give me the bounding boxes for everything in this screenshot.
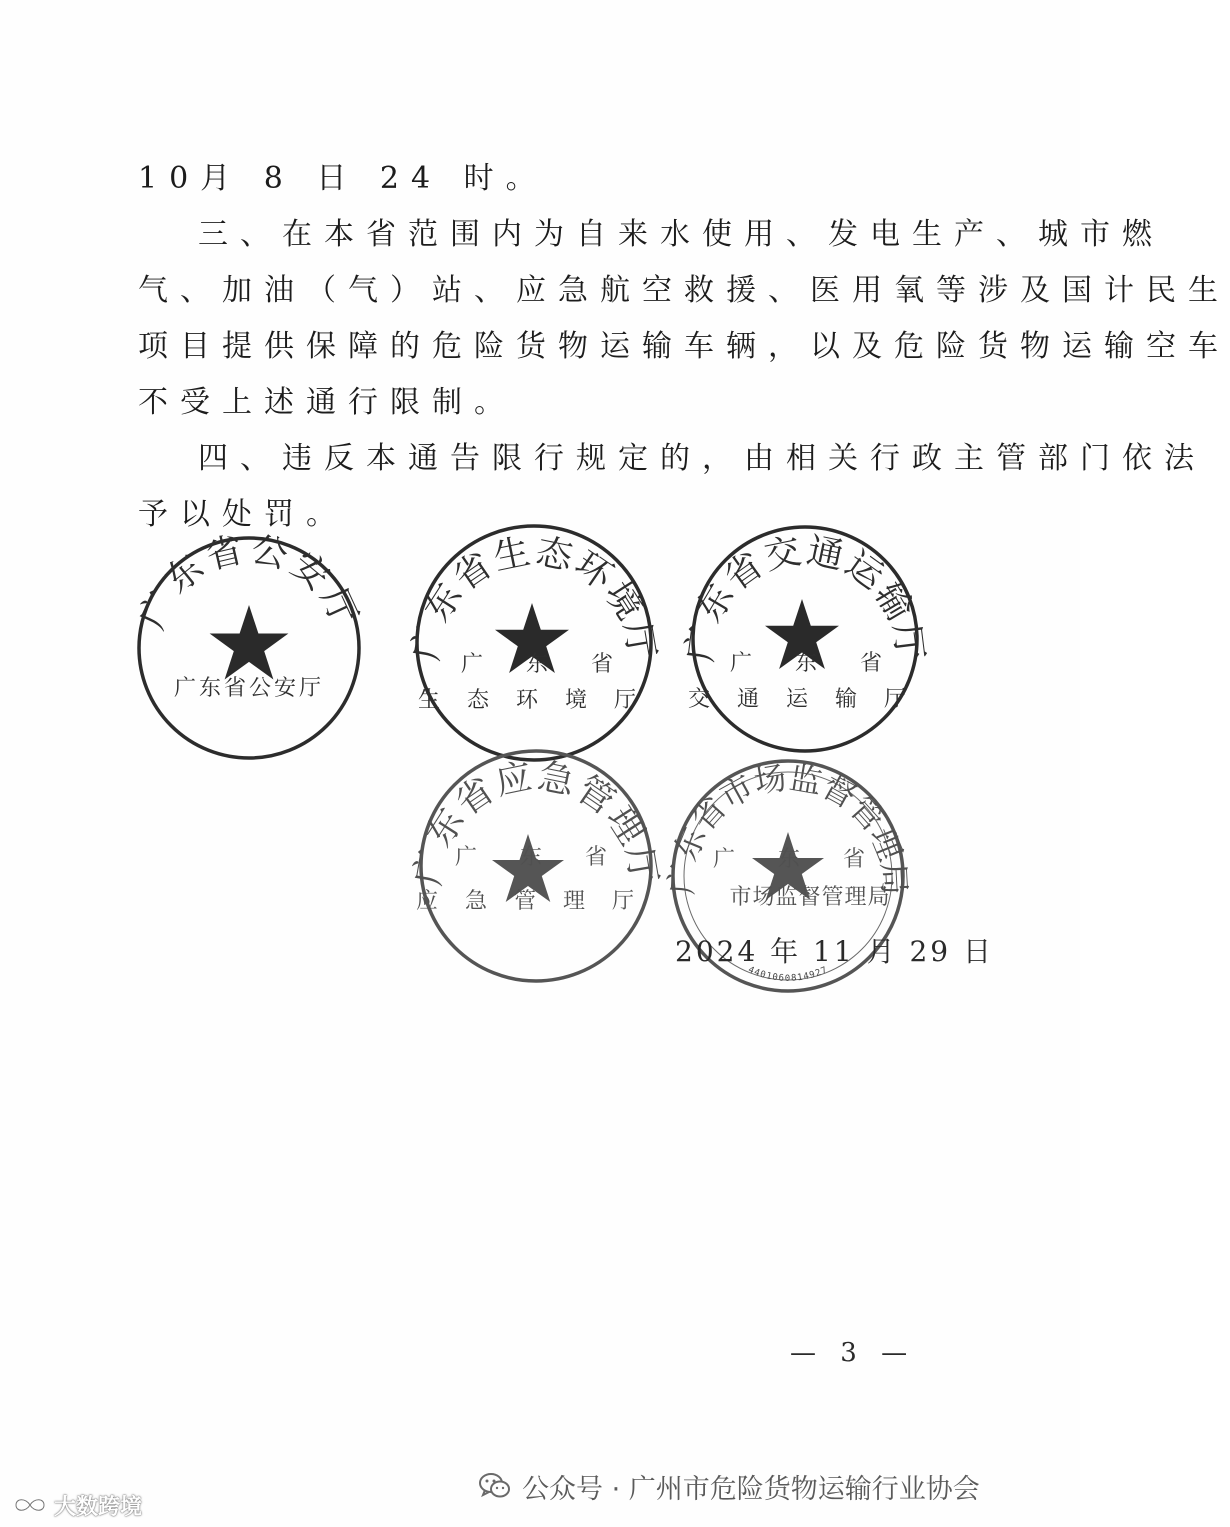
official-seal-emergency-management (407, 748, 665, 984)
seal-arc-text: 广东省市场监督管理局 (662, 758, 914, 896)
seal-arc-text: 广东省生态环境厅 (405, 531, 663, 664)
seal-inner-text: 广 东 省 (730, 651, 900, 676)
wechat-icon (478, 1469, 512, 1503)
seal-inner-text: 广东省公安厅 (173, 676, 325, 701)
seal-inner-text: 广 东 省 (713, 847, 883, 872)
seal-arc-text: 广东省交通运输厅 (679, 530, 931, 665)
seal-inner-text: 生 态 环 境 厅 (418, 688, 646, 713)
official-seal-public-security (131, 528, 367, 763)
text-line: 10月 8 日 24 时。 (138, 161, 548, 196)
text-line: 予以处罚。 (138, 497, 348, 532)
issue-date: 2024 年 11 月 29 日 (675, 935, 995, 968)
text-line: 项目提供保障的危险货物运输车辆，以及危险货物运输空车 (138, 329, 1230, 364)
official-seal-ecology-environment (405, 523, 663, 763)
corner-watermark-text: 大数跨境 (54, 1494, 143, 1520)
page-number: — 3 — (790, 1338, 916, 1368)
seal-inner-text: 交 通 运 输 厅 (688, 687, 916, 712)
seal-inner-text: 应 急 管 理 厅 (416, 889, 644, 914)
seal-inner-text: 广 东 省 (461, 652, 631, 677)
official-seal-transport (679, 524, 931, 754)
text-line: 气、加油（气）站、应急航空救援、医用氧等涉及国计民生 (138, 273, 1230, 308)
infinity-logo-icon (10, 1495, 50, 1515)
text-line: 不受上述通行限制。 (138, 385, 516, 420)
text-line: 三、在本省范围内为自来水使用、发电生产、城市燃 (198, 217, 1164, 252)
seal-inner-text: 广 东 省 (455, 845, 625, 870)
seal-serial-number: 4401060814927 (746, 965, 830, 984)
wechat-watermark-text: 公众号 · 广州市危险货物运输行业协会 (522, 1473, 980, 1505)
corner-watermark (10, 1490, 142, 1520)
text-line: 四、违反本通告限行规定的，由相关行政主管部门依法 (198, 441, 1206, 476)
seal-inner-text: 市场监督管理局 (729, 885, 891, 910)
seal-arc-text: 广东省应急管理厅 (407, 756, 665, 889)
wechat-watermark (478, 1468, 980, 1504)
seal-arc-text: 广东省公安厅 (131, 528, 367, 636)
